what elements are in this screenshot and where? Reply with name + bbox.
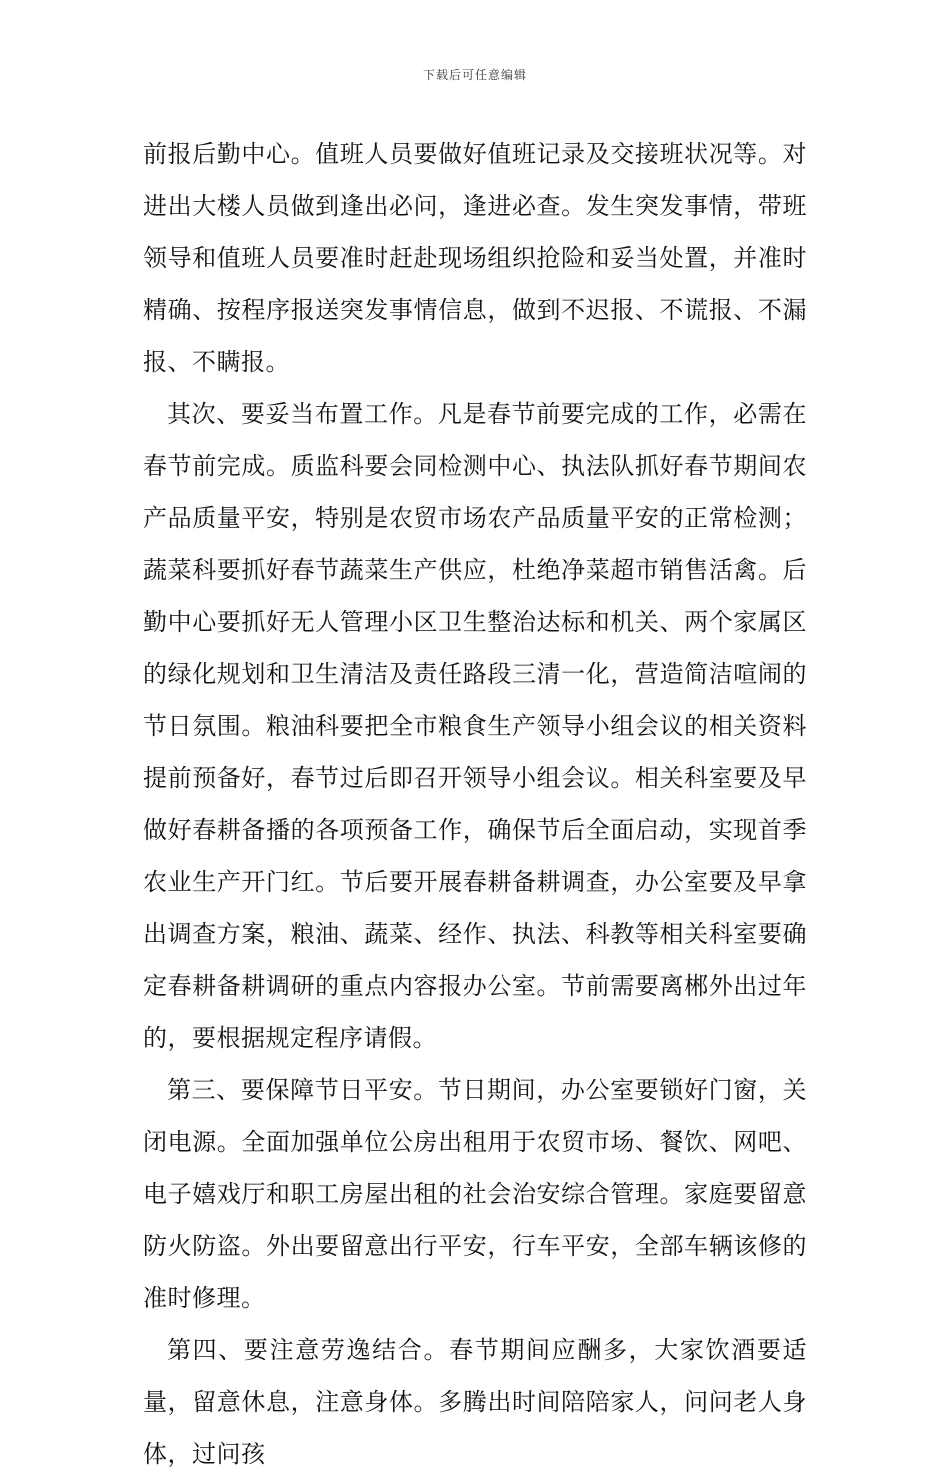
paragraph-3: 第三、要保障节日平安。节日期间，办公室要锁好门窗，关闭电源。全面加强单位公房出租用于农贸市场、餐饮、网吧、电子嬉戏厅和职工房屋出租的社会治安综合管理。家庭要留意防火防盗。外出要留意出行平安，行车平安，全部车辆该修的准时修理。 [143, 1076, 807, 1312]
document-body [143, 128, 807, 1480]
paragraph-4: 第四、要注意劳逸结合。春节期间应酬多，大家饮酒要适量，留意休息，注意身体。多腾出时间陪陪家人，问问老人身体，过问孩 [143, 1336, 807, 1468]
paragraph-2: 其次、要妥当布置工作。凡是春节前要完成的工作，必需在春节前完成。质监科要会同检测中心、执法队抓好春节期间农产品质量平安，特别是农贸市场农产品质量平安的正常检测；蔬菜科要抓好春节蔬菜生产供应，杜绝净菜超市销售活禽。后勤中心要抓好无人管理小区卫生整治达标和机关、两个家属区的绿化规划和卫生清洁及责任路段三清一化，营造简洁喧闹的节日氛围。粮油科要把全市粮食生产领导小组会议的相关资料提前预备好，春节过后即召开领导小组会议。相关科室要及早做好春耕备播的各项预备工作，确保节后全面启动，实现首季农业生产开门红。节后要开展春耕备耕调查，办公室要及早拿出调查方案，粮油、蔬菜、经作、执法、科教等相关科室要确定春耕备耕调研的重点内容报办公室。节前需要离郴外出过年的，要根据规定程序请假。 [143, 400, 807, 1052]
paragraph-1: 前报后勤中心。值班人员要做好值班记录及交接班状况等。对进出大楼人员做到逢出必问，逢进必查。发生突发事情，带班领导和值班人员要准时赶赴现场组织抢险和妥当处置，并准时精确、按程序报送突发事情信息，做到不迟报、不谎报、不漏报、不瞒报。 [143, 140, 807, 376]
header-note: 下载后可任意编辑 [422, 68, 527, 82]
